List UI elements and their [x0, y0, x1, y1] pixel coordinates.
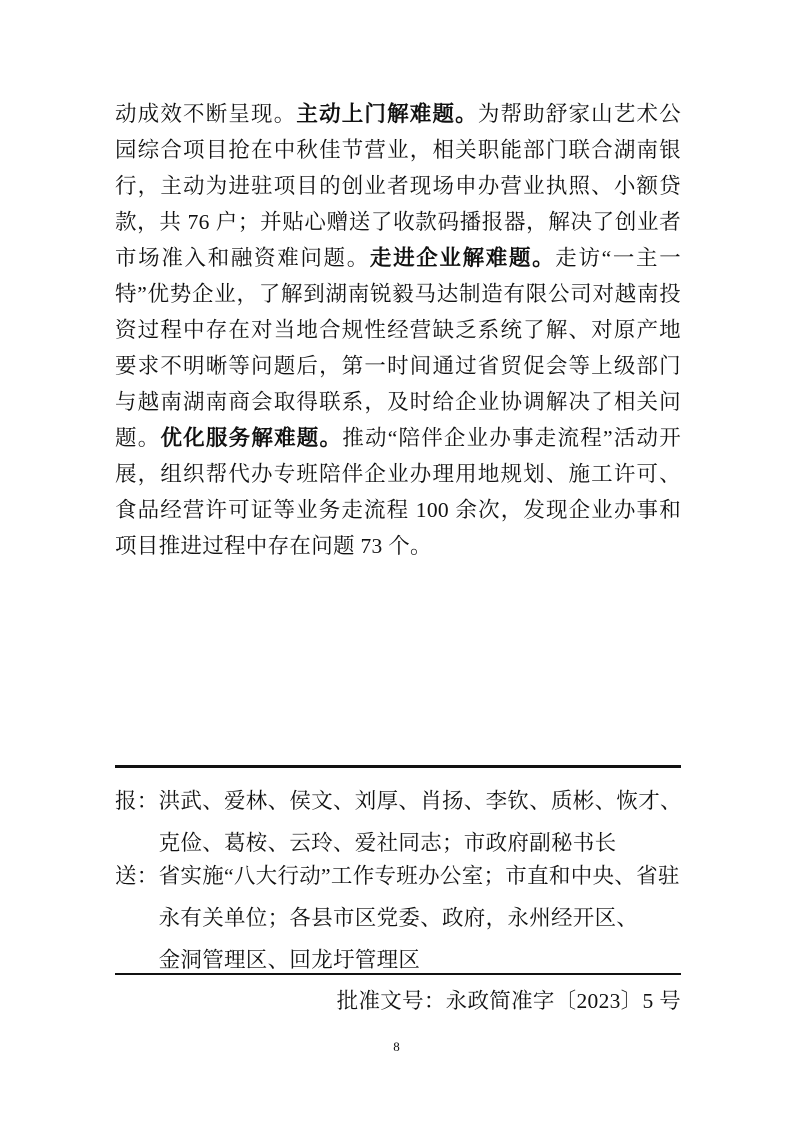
approval-number: 批准文号：永政简准字〔2023〕5 号	[336, 989, 681, 1013]
send-to-line: 金洞管理区、回龙圩管理区	[158, 948, 421, 972]
body-text-segment: 动成效不断呈现。	[115, 102, 297, 126]
body-text-segment: 推动“陪伴企业办事走流程”活动开展，组织帮代办专班陪伴企业办理用地规划、施工许可、食品经营许可证等业务走流程 100 余次，发现企业办事和项目推进过程中存在问题 73 个。	[115, 426, 681, 558]
body-text-segment: 为帮助舒家山艺术公园综合项目抢在中秋佳节营业，相关职能部门联合湖南银行，主动为进驻项目的创业者现场申办营业执照、小额贷款，共 76 户；并贴心赠送了收款码播报器，解决了创业者市场准入和融资难问题。	[115, 102, 682, 270]
body-text-segment: 走访“一主一特”优势企业，了解到湖南锐毅马达制造有限公司对越南投资过程中存在对当地合规性经营缺乏系统了解、对原产地要求不明晰等问题后，第一时间通过省贸促会等上级部门与越南湖南商会取得联系，及时给企业协调解决了相关问题。	[115, 246, 682, 450]
separator-line-bottom	[115, 973, 681, 975]
report-to-content	[159, 780, 682, 864]
send-to-line: 省实施“八大行动”工作专班办公室；市直和中央、省驻	[158, 864, 680, 888]
report-to-line: 洪武、爱林、侯文、刘厚、肖扬、李钦、质彬、恢才、	[158, 789, 682, 813]
separator-line-top	[115, 765, 681, 768]
report-to-row	[115, 780, 681, 864]
send-to-label: 送：	[115, 864, 159, 888]
send-to-row	[115, 855, 681, 981]
page-number: 8	[393, 1039, 400, 1054]
send-to-line: 永有关单位；各县市区党委、政府，永州经开区、	[158, 906, 639, 930]
bold-heading-segment: 走进企业解难题。	[369, 246, 556, 270]
report-to-label: 报：	[115, 789, 159, 813]
bold-heading-segment: 优化服务解难题。	[160, 426, 343, 450]
body-paragraph	[115, 96, 681, 564]
report-to-line: 克俭、葛桉、云玲、爱社同志；市政府副秘书长	[158, 831, 617, 855]
bold-heading-segment: 主动上门解难题。	[296, 102, 478, 126]
send-to-content	[159, 855, 681, 981]
